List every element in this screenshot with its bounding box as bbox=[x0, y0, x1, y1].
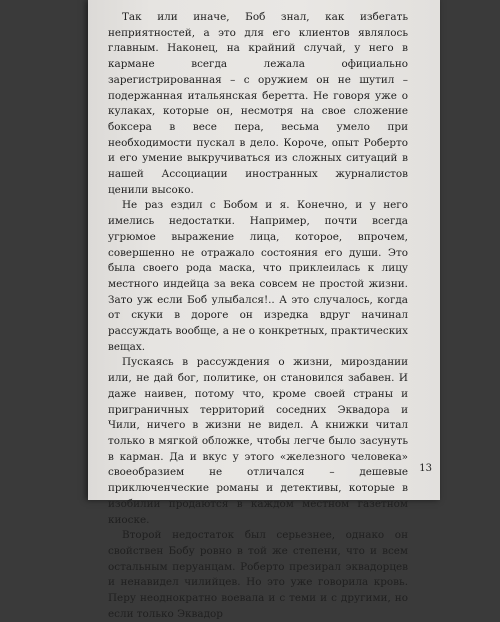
book-page bbox=[88, 0, 440, 620]
paragraph: Второй недостаток был серьезнее, однако он свойствен Бобу ровно в той же степени, что и всем остальным перуанцам. Роберто презирал эквадорцев и ненавидел чилийцев. Но это уже говорила кровь. Перу неоднократно воевала и с теми и с другими, но если только Эквадор bbox=[108, 529, 408, 620]
paragraph: Так или иначе, Боб знал, как избегать неприятностей, а это для его клиентов являлось главным. Наконец, на крайний случай, у него в кармане всегда лежала официально зарегистрированная – с оружием он не шутил – подержанная итальянская беретта. Не говоря уже о кулаках, которые он, несмотря на свое сложение боксера в весе пера, весьма умело при необходимости пускал в дело. Короче, опыт Роберто и его умение выкручиваться из сложных ситуаций в нашей Ассоциации иностранных журналистов ценили высоко. bbox=[108, 11, 408, 196]
paragraph: Не раз ездил с Бобом и я. Конечно, и у него имелись недостатки. Например, почти всегда угрюмое выражение лица, которое, впрочем, совершенно не отражало состояния его души. Это была своего рода маска, что приклеилась к лицу местного индейца за века совсем не простой жизни. Зато уж если Боб улыбался!.. А это случалось, когда от скуки в дороге он изредка вдруг начинал рассуждать вообще, а не о конкретных, практических вещах. bbox=[108, 199, 408, 353]
page-text bbox=[108, 10, 408, 622]
paragraph: Пускаясь в рассуждения о жизни, мироздании или, не дай бог, политике, он становился забавен. И даже наивен, потому что, кроме своей страны и приграничных территорий соседних Эквадора и Чили, ничего в жизни не видел. А книжки читал только в мягкой обложке, чтобы легче было засунуть в карман. Да и вкус у этого «железного человека» своеобразием не отличался – дешевые приключенческие романы и детективы, которые в изобилии продаются в каждом местном газетном киоске. bbox=[108, 356, 408, 526]
page-number: 13 bbox=[419, 463, 432, 474]
